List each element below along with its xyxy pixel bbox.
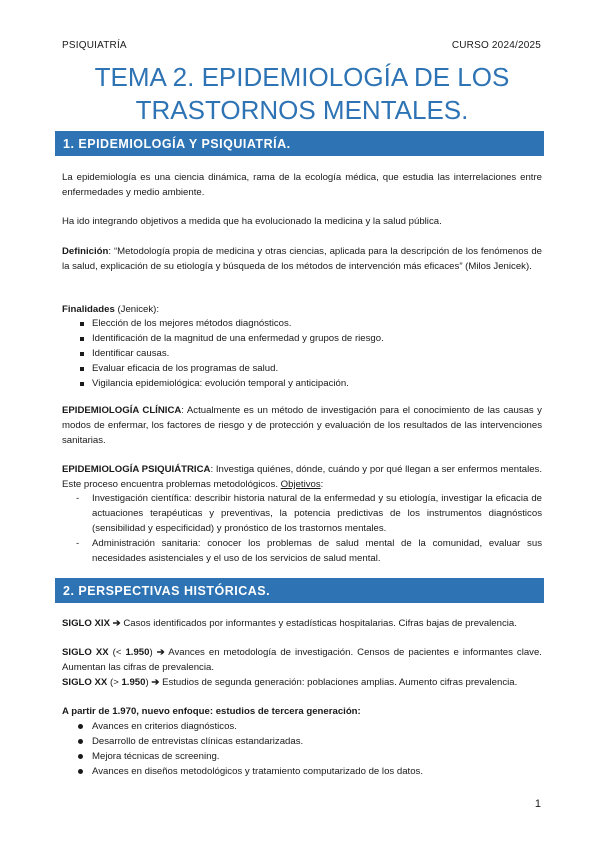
- psiquiatrica-paragraph: [62, 462, 542, 492]
- history-year: 1.950: [125, 647, 150, 658]
- list-item: - Investigación científica: describir historia natural de la enfermedad y su etiología, investigar la eficacia de actuaciones terapéuticas y preventivas, la potencia predictivas de los instrumentos diagnósticos (sensibilidad y especificidad) y pronóstico de los trastornos mentales.: [74, 491, 542, 536]
- history-label: SIGLO XIX: [62, 618, 110, 629]
- history-paren-close: ): [149, 647, 153, 658]
- history-paren-open: (<: [108, 647, 126, 658]
- arrow-icon: ➔: [151, 677, 160, 688]
- tercera-heading-text: A partir de 1.970, nuevo enfoque: estudios de tercera generación:: [62, 706, 361, 717]
- list-item: Desarrollo de entrevistas clínicas estandarizadas.: [74, 734, 534, 749]
- list-item: Avances en criterios diagnósticos.: [74, 719, 534, 734]
- history-year: 1.950: [121, 677, 146, 688]
- header-course-year: CURSO 2024/2025: [451, 40, 541, 51]
- list-item: Vigilancia epidemiológica: evolución temporal y anticipación.: [78, 376, 538, 391]
- objetivos-colon: :: [320, 479, 324, 490]
- section1-heading: 1. EPIDEMIOLOGÍA Y PSIQUIATRÍA.: [55, 131, 544, 156]
- history-item: [62, 645, 542, 675]
- psiquiatrica-label: EPIDEMIOLOGÍA PSIQUIÁTRICA: [62, 464, 211, 475]
- history-text: Casos identificados por informantes y estadísticas hospitalarias. Cifras bajas de prevalencia.: [120, 618, 517, 629]
- clinica-text: : Actualmente es un método de investigación para el conocimiento de las causas y modos de enfermar, los factores de riesgo y de protección y evaluación de los resultados de las intervenciones sanitarias.: [62, 405, 542, 446]
- history-label: SIGLO XX: [62, 647, 109, 658]
- definition-text: : “Metodología propia de medicina y otras ciencias, aplicada para la descripción de los fenómenos de la salud, explicación de su etiología y búsqueda de los métodos de intervención más eficaces” (Milos Jenicek).: [62, 246, 542, 272]
- section1-intro1: La epidemiología es una ciencia dinámica, rama de la ecología médica, que estudia las interrelaciones entre enfermedades y medio ambiente.: [62, 172, 542, 198]
- objetivos-list: [74, 491, 542, 566]
- finalidades-suffix: (Jenicek):: [114, 304, 160, 315]
- history-item: [62, 616, 542, 631]
- page-title-line2: TRASTORNOS MENTALES.: [135, 95, 469, 125]
- section1-intro2: Ha ido integrando objetivos a medida que ha evolucionado la medicina y la salud pública.: [62, 216, 442, 227]
- list-item: - Administración sanitaria: conocer los problemas de salud mental de la comunidad, evaluar sus necesidades asistenciales y el uso de los servicios de salud mental.: [74, 536, 542, 566]
- finalidades-list: [78, 316, 538, 391]
- history-label: SIGLO XX: [62, 677, 108, 688]
- tercera-heading: [62, 704, 542, 719]
- list-item: Evaluar eficacia de los programas de salud.: [78, 361, 538, 376]
- history-text: Avances en metodología de investigación. Censos de pacientes e informantes clave. Aumentan las cifras de prevalencia.: [62, 647, 542, 673]
- definition-paragraph: [62, 244, 542, 274]
- page-number: 1: [534, 798, 541, 810]
- arrow-icon: ➔: [112, 618, 121, 629]
- clinica-paragraph: [62, 403, 542, 448]
- clinica-label: EPIDEMIOLOGÍA CLÍNICA: [62, 405, 182, 416]
- tercera-list: [74, 719, 534, 779]
- history-text: Estudios de segunda generación: poblaciones amplias. Aumento cifras prevalencia.: [159, 677, 518, 688]
- history-paren-open: (>: [107, 677, 122, 688]
- list-item: Avances en diseños metodológicos y tratamiento computarizado de los datos.: [74, 764, 534, 779]
- list-item: Identificar causas.: [78, 346, 538, 361]
- page-title: [62, 61, 542, 127]
- history-item: [62, 675, 542, 690]
- definition-label: Definición: [62, 246, 109, 257]
- header-course-name: PSIQUIATRÍA: [62, 40, 127, 51]
- page-title-line1: TEMA 2. EPIDEMIOLOGÍA DE LOS: [94, 62, 510, 92]
- finalidades-label: Finalidades: [62, 304, 115, 315]
- list-item: Identificación de la magnitud de una enfermedad y grupos de riesgo.: [78, 331, 538, 346]
- list-item: Mejora técnicas de screening.: [74, 749, 534, 764]
- objetivos-label: Objetivos: [280, 479, 321, 490]
- arrow-icon: ➔: [156, 647, 165, 658]
- finalidades-heading: [62, 302, 542, 317]
- section2-heading: 2. PERSPECTIVAS HISTÓRICAS.: [55, 578, 544, 603]
- history-paren-close: ): [145, 677, 149, 688]
- list-item: Elección de los mejores métodos diagnósticos.: [78, 316, 538, 331]
- psiquiatrica-text: : Investiga quiénes, dónde, cuándo y por qué llegan a ser enfermos mentales. Este proceso encuentra problemas metodológicos.: [62, 464, 542, 490]
